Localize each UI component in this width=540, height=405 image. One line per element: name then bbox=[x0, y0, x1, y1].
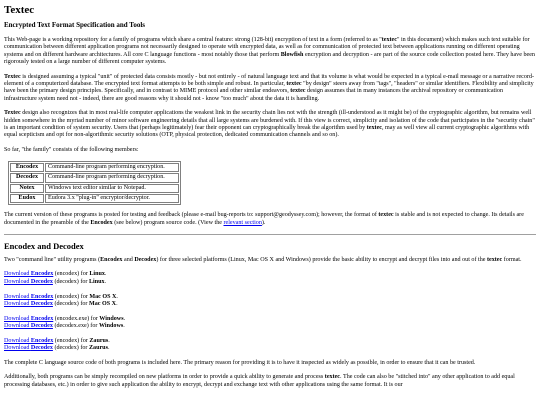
download-item: Download Encodex (encodex.exe) for Windows. bbox=[4, 315, 126, 322]
download-decodex-zaurus-link[interactable]: Download Decodex bbox=[4, 345, 53, 352]
source-code-note: The complete C language source code of both programs is included here. The primary reason for providing it is to have it inspected as widely as possible, in order to ensure that it can be trusted. bbox=[4, 360, 476, 367]
download-encodex-macosx-link[interactable]: Download Encodex bbox=[4, 293, 54, 300]
intro-paragraph-1: This Web-page is a working repository for a family of programs which share a central feature: strong (128-bit) encryption of text in a form (referred to as "textec" in this document) which makes such text suitable for communication between different application programs not necessarily designed to operate with encrypted data, as well as for communication of protected text between applications running on different operating systems and on different hardware architectures. All core C language functions - most notably those that perform Blowfish encryption and decryption - are part of the source code collection posted here. They have been rigorously tested on a large number of different computer systems. bbox=[4, 37, 535, 66]
download-group-macosx bbox=[4, 294, 536, 309]
program-name: Decodex bbox=[10, 173, 44, 182]
status-paragraph: The current version of these programs is posted for testing and feedback (please e-mail bug-reports to: support@geodyssey.com); however, the format of textec is stable and is not expected to change. Its details are documented in the preamble of the Encodex (see below) program source code. (View the relevant section). bbox=[4, 212, 524, 226]
program-description: Command-line program performing encryption. bbox=[45, 163, 179, 172]
relevant-section-link[interactable]: relevant section bbox=[223, 219, 262, 226]
download-item: Download Encodex (encodex) for Linux. bbox=[4, 271, 107, 278]
download-encodex-windows-link[interactable]: Download Encodex bbox=[4, 315, 54, 322]
download-decodex-macosx-link[interactable]: Download Decodex bbox=[4, 301, 53, 308]
table-row bbox=[10, 173, 179, 182]
program-name: Notex bbox=[10, 184, 44, 193]
program-name: Encodex bbox=[10, 163, 44, 172]
intro-paragraph-2: Textec is designed assuming a typical "unit" of protected data consists mostly - but not entirely - of natural language text and that its volume is what would be expected in a typical e-mail message or a narrative record-element of a computerized database. The encrypted text format attempts to be both simple and robust. In particular, textec "by design" steers away from "tags", "headers" or similar identifiers. Flexibility and simplicity have been the primary design principles. Specifically, and in contrast to MIME protocol and other similar endeavors, textec design assumes that in many instances the archival repository or communication infrastructure system need not - indeed, there are good reasons why it should not - know "too much" about the data it is handling. bbox=[4, 73, 535, 102]
download-encodex-linux-link[interactable]: Download Encodex bbox=[4, 271, 54, 278]
download-item: Download Encodex (encodex) for Mac OS X. bbox=[4, 293, 118, 300]
table-row bbox=[10, 163, 179, 172]
download-decodex-windows-link[interactable]: Download Decodex bbox=[4, 323, 53, 330]
table-row bbox=[10, 194, 179, 203]
page-title: Textec bbox=[4, 4, 35, 16]
program-description: Windows text editor similar to Notepad. bbox=[45, 184, 179, 193]
download-group-linux bbox=[4, 271, 536, 286]
program-description: Command-line program performing decryption. bbox=[45, 173, 179, 182]
section-heading-encodex-decodex: Encodex and Decodex bbox=[4, 240, 84, 251]
page-subtitle: Encrypted Text Format Specification and Tools bbox=[4, 21, 145, 29]
download-group-windows bbox=[4, 316, 536, 331]
download-decodex-linux-link[interactable]: Download Decodex bbox=[4, 278, 53, 285]
program-name: Eudox bbox=[10, 194, 44, 203]
program-description: Eudora 3.x "plug-in" encryptor/decryptor. bbox=[45, 194, 179, 203]
intro-paragraph-3: Textec design also recognizes that in most real-life computer applications the weakest link in the security chain lies not with the strength (ill-understood as it might be) of the cryptographic algorithm, but remains well hidden somewhere in the myriad number of minor software engineering details that all large systems are burdened with. If this view is correct, simplicity and isolation of the code that participates in the "security chain" is an important condition of system security. Users that (perhaps legitimately) fear their opponent can cryptographically break the algorithm used by textec, may as well view all current cryptographic algorithms with equal scepticism and opt for non-algorithmic security solutions (OTP, physical protection, dedicated communication channels and so on). bbox=[4, 110, 535, 139]
intro-paragraph-4: So far, "the family" consists of the following members: bbox=[4, 146, 139, 153]
download-item: Download Decodex (decodex.exe) for Windows. bbox=[4, 323, 125, 330]
section-intro-paragraph: Two "command line" utility programs (Encodex and Decodex) for three selected platforms (Linux, Mac OS X and Windows) provide the basic ability to encrypt and decrypt files into and out of the textec format. bbox=[4, 256, 522, 263]
download-encodex-zaurus-link[interactable]: Download Encodex bbox=[4, 337, 54, 344]
download-item: Download Decodex (decodex) for Mac OS X. bbox=[4, 301, 118, 308]
family-table bbox=[8, 161, 181, 205]
download-group-zaurus bbox=[4, 338, 536, 353]
divider bbox=[4, 234, 536, 235]
download-item: Download Decodex (decodex) for Zaurus. bbox=[4, 345, 110, 352]
download-item: Download Encodex (encodex) for Zaurus. bbox=[4, 337, 110, 344]
table-row bbox=[10, 184, 179, 193]
last-paragraph: Additionally, both programs can be simply recompiled on new platforms in order to provide a quick ability to generate and process textec. The code can also be "stitched into" any other application to add equal processing databases, etc.) in order to give such application the ability to encrypt, decrypt and exchange text with other applications using the same format. It is our bbox=[4, 374, 515, 388]
download-item: Download Decodex (decodex) for Linux. bbox=[4, 278, 107, 285]
